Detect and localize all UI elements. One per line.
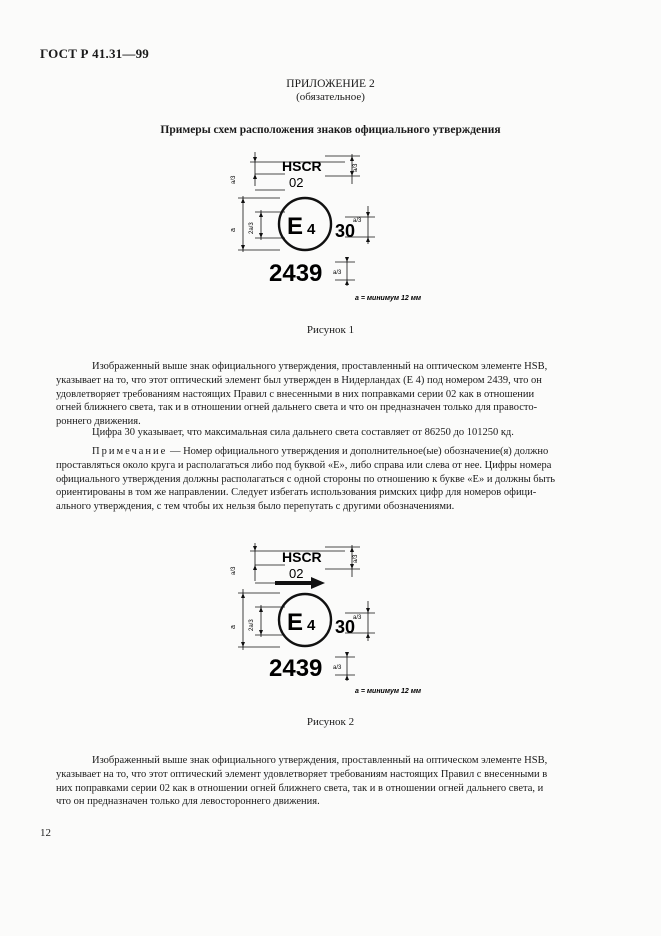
approval-mark-figure-2	[225, 535, 445, 705]
figure-2-caption: Рисунок 2	[306, 716, 355, 728]
dim-label-a3-30: a/3	[353, 218, 362, 224]
paragraph-intensity: Цифра 30 указывает, что максимальная сила дальнего света составляет от 86250 до 101250 кд.	[92, 427, 514, 438]
p1-line-4: огней ближнего света, так и в отношении огней дальнего света и что он предназначен только для правосто-	[56, 402, 538, 414]
circle-letter: E	[287, 609, 304, 636]
page-number: 12	[40, 827, 51, 839]
mark-line-hscr: HSCR	[282, 158, 322, 174]
dim-label-a3-30: a/3	[353, 615, 362, 621]
p1-line-5: роннего движения.	[56, 415, 141, 427]
note-paragraph	[56, 459, 598, 513]
appendix-subtitle: (обязательное)	[296, 91, 365, 103]
dim-label-a3-2439: a/3	[333, 270, 342, 276]
dim-label-a: a	[230, 625, 237, 629]
paragraph-figure-1-cont	[56, 374, 598, 428]
dim-label-a3-left: a/3	[231, 566, 237, 575]
paragraph-figure-2-cont	[56, 768, 598, 809]
mark-line-series: 02	[289, 566, 304, 581]
mark-line-series: 02	[289, 175, 304, 190]
section-title: Примеры схем расположения знаков официального утверждения	[160, 124, 501, 136]
p3-line-1: Изображенный выше знак официального утверждения, проставленный на оптическом элементе HSB,	[92, 755, 548, 766]
note-line-4: ориентированы в том же направлении. Следует избегать использования римских цифр для номеров офици-	[56, 487, 537, 499]
dim-label-a3-left: a/3	[231, 175, 237, 184]
appendix-title: ПРИЛОЖЕНИЕ 2	[286, 78, 375, 90]
approval-number: 2439	[269, 260, 323, 287]
figure-1-caption: Рисунок 1	[306, 324, 355, 336]
note-first-line	[92, 445, 598, 459]
note-label: Примечание	[92, 446, 168, 457]
note-line-1: — Номер официального утверждения и дополнительное(ые) обозначение(я) должно	[169, 446, 549, 457]
p1-line-3: удовлетворяет требованиям настоящих Правил с внесенными в них поправками серии 02 как в отношении	[56, 388, 535, 400]
dim-label-2a3: 2a/3	[249, 619, 255, 631]
minimum-size-note: a = минимум 12 мм	[355, 688, 422, 695]
circle-letter: E	[287, 213, 304, 240]
p3-line-2: указывает на то, что этот оптический элемент удовлетворяет требованиям настоящих Правил с внесенными в	[56, 769, 548, 780]
p3-line-4: что он предназначен только для левостороннего движения.	[56, 796, 320, 808]
dim-label-a3-2439: a/3	[333, 665, 342, 671]
side-number: 30	[335, 221, 356, 241]
paragraph-figure-2	[92, 754, 598, 768]
dim-label-a3-right: a/3	[353, 163, 359, 172]
paragraph-figure-1	[92, 360, 598, 374]
note-line-3: официального утверждения должны располагаться с одной стороны по отношению к букве «Е» и должны быть	[56, 473, 556, 485]
side-number: 30	[335, 617, 356, 637]
note-line-2: проставляться около круга и располагаться либо под буквой «Е», либо справа или слева от нее. Цифры номера	[56, 460, 552, 471]
approval-number: 2439	[269, 655, 323, 682]
dim-label-a3-right: a/3	[353, 554, 359, 563]
dim-label-a: a	[230, 228, 237, 232]
dim-label-2a3: 2a/3	[249, 222, 255, 234]
document-header: ГОСТ Р 41.31—99	[40, 46, 149, 61]
mark-line-hscr: HSCR	[282, 549, 322, 565]
approval-mark-figure-1	[225, 140, 445, 310]
p3-line-3: них поправками серии 02 как в отношении огней ближнего света, так и в отношении огней дальнего света, и	[56, 782, 544, 794]
circle-country-number: 4	[307, 221, 316, 238]
note-line-5: ального утверждения, с тем чтобы их нельзя было перепутать с другими обозначениями.	[56, 500, 455, 512]
p1-line-1: Изображенный выше знак официального утверждения, проставленный на оптическом элементе HSB,	[92, 361, 548, 372]
p1-line-2: указывает на то, что этот оптический элемент был утвержден в Нидерландах (Е 4) под номером 2439, что он	[56, 375, 542, 386]
minimum-size-note: a = минимум 12 мм	[355, 295, 422, 302]
circle-country-number: 4	[307, 617, 316, 634]
